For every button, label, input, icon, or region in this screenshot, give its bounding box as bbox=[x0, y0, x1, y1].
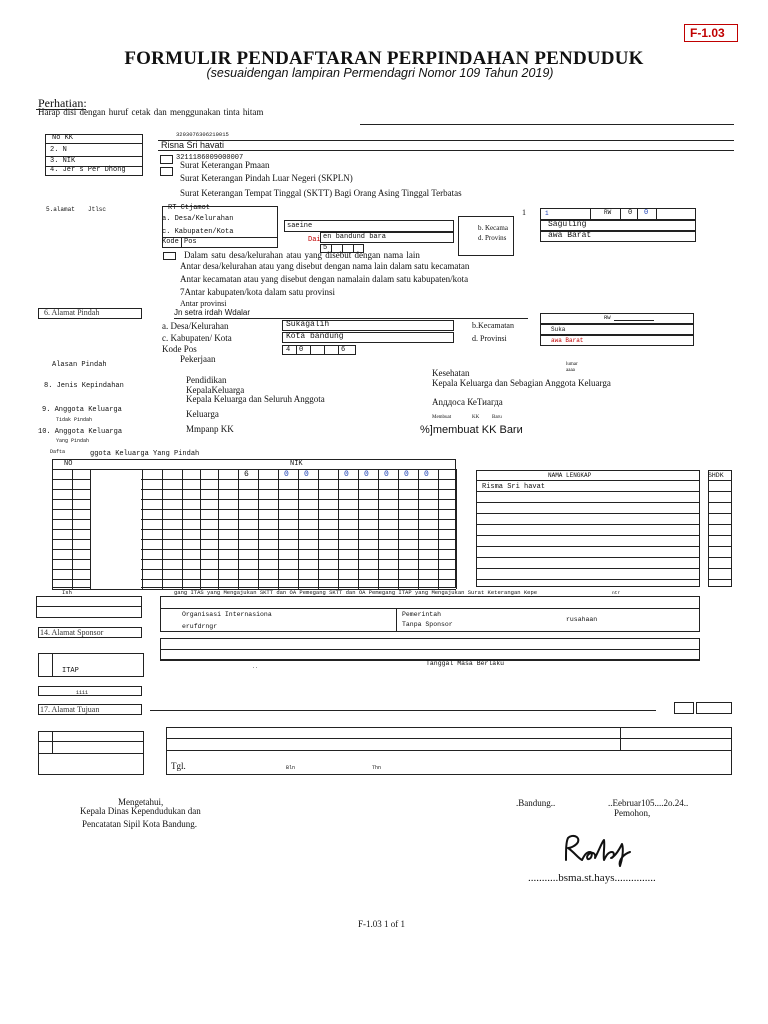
num-small: 1111 bbox=[76, 690, 89, 696]
kodepos-pindah-label: Kode Pos bbox=[162, 344, 197, 354]
grid-line bbox=[476, 480, 700, 481]
kepala-dinas-line: Kepala Dinas Kependudukan dan bbox=[80, 806, 201, 816]
checkbox[interactable] bbox=[160, 167, 173, 176]
itap-box[interactable] bbox=[38, 653, 144, 677]
tidak-pindah-small3: Baru bbox=[492, 415, 502, 420]
pencatatan-line: Pencatatan Sipil Kota Bandung. bbox=[82, 819, 197, 829]
page-subtitle: (sesuaidengan lampiran Permendagri Nomor 109 Tahun 2019) bbox=[206, 66, 554, 80]
divider bbox=[52, 653, 53, 677]
grid-line bbox=[708, 579, 732, 580]
jenis-opt2: Kepala Keluarga dan Seluruh Anggota bbox=[186, 394, 325, 404]
pemohon-label: Pemohon, bbox=[614, 808, 651, 818]
oa-label: Ish bbox=[62, 589, 72, 596]
prov-pindah-label: d. Provinsi bbox=[472, 334, 507, 343]
oa-text: gang ITAS yang Mengajukan SKTT dan OA Pemegang SKTT dan OA Pemegang ITAP yang Mengajukan Surat Keterangan Kepe bbox=[174, 589, 538, 596]
itap-label: ITAP bbox=[62, 667, 79, 675]
form-code-badge bbox=[684, 24, 738, 42]
tanggal-masa-berlaku-label: Tanggal Masa Berlaku bbox=[426, 660, 505, 667]
bln-label: Bln bbox=[286, 765, 296, 771]
divider bbox=[360, 124, 734, 125]
kab-pindah-label: c. Kabupaten/ Kota bbox=[162, 333, 232, 343]
alasan-kesehatan: Kesehatan bbox=[432, 368, 470, 378]
num-box bbox=[38, 686, 142, 696]
nik-digit: 0 bbox=[384, 470, 389, 479]
grid-line bbox=[708, 524, 732, 525]
grid-line bbox=[476, 513, 700, 514]
thn-label: Thn bbox=[372, 765, 382, 771]
divider bbox=[174, 318, 528, 319]
alamat-sponsor-label: 14. Alamat Sponsor bbox=[40, 628, 104, 637]
kec-asal-value: Saguling bbox=[548, 220, 587, 229]
divider bbox=[150, 710, 656, 711]
kodepos-pindah-d2: 0 bbox=[299, 346, 304, 354]
jenis-opt1: KepalaKeluarga bbox=[186, 385, 245, 395]
divider bbox=[38, 741, 144, 742]
klasifikasi-opt2: Antar desa/kelurahan atau yang disebut dengan nama lain dalam satu kecamatan bbox=[180, 261, 470, 271]
kodepos-pindah-d3: 6 bbox=[341, 346, 346, 354]
nama-anggota-value: Risma Sri havat bbox=[482, 483, 546, 491]
jenis-opt3: Kepala Keluarga dan Sebagian Anggota Keluarga bbox=[432, 378, 611, 388]
alamat-asal-label-box bbox=[162, 206, 278, 248]
checkbox[interactable] bbox=[163, 252, 176, 260]
merged-cell bbox=[91, 470, 141, 589]
divider bbox=[338, 345, 339, 355]
rt-rw-pindah-field[interactable] bbox=[540, 313, 694, 324]
nik-value[interactable]: 3211186009000007 bbox=[176, 154, 244, 162]
divider bbox=[637, 208, 638, 220]
col-no: NO bbox=[64, 460, 73, 468]
option-sktt: Surat Keterangan Tempat Tinggal (SKTT) Bagi Orang Asing Tinggal Terbatas bbox=[180, 188, 462, 198]
alamat-tujuan-label: 17. Alamat Tujuan bbox=[40, 705, 100, 714]
tidak-pindah-opt3: %]membuat KK Bаrи bbox=[420, 424, 523, 436]
grid-line bbox=[476, 557, 700, 558]
col-nik: NIK bbox=[290, 460, 303, 468]
alasan-note2: aaaa bbox=[566, 368, 575, 373]
desa-pindah-value: Sukagalih bbox=[286, 320, 330, 329]
kodepos-pindah-d1: 4 bbox=[286, 346, 291, 354]
kodepos-label: Kode bbox=[162, 238, 179, 246]
grid-line bbox=[708, 513, 732, 514]
no-kk-label: No KK bbox=[52, 134, 74, 142]
nik-digit: 0 bbox=[364, 470, 369, 479]
no-kk-value[interactable]: 3203076306210015 bbox=[176, 131, 229, 138]
nik-digit: 0 bbox=[344, 470, 349, 479]
form-code: F-1.03 bbox=[690, 26, 725, 40]
kec-pindah-label: b.Kecamatan bbox=[472, 321, 514, 330]
sponsor-opt2: erufdrngr bbox=[182, 623, 218, 630]
nik-digit: 6 bbox=[244, 470, 249, 479]
rt-asal-value: 1 bbox=[545, 210, 549, 217]
tujuan-box-right[interactable] bbox=[166, 727, 732, 775]
alasan-pendidikan: Pendidikan bbox=[186, 375, 227, 385]
checkbox[interactable] bbox=[160, 155, 173, 164]
divider bbox=[614, 320, 654, 321]
alamat-asal-label2: Jtlsc bbox=[88, 206, 107, 213]
divider bbox=[310, 345, 311, 355]
divider bbox=[160, 649, 700, 650]
sign-place: .Bandung.. bbox=[516, 798, 556, 808]
tidak-pindah-opt2: Mmpanp KK bbox=[186, 424, 234, 434]
kodepos-label2: Pos bbox=[184, 238, 197, 246]
daftar-text: ggota Keluarga Yang Pindah bbox=[90, 450, 200, 458]
page-footer: F-1.03 1 of 1 bbox=[358, 919, 405, 929]
sponsor-opt5: rusahaan bbox=[566, 616, 598, 623]
divider bbox=[36, 109, 86, 110]
rt-rw-asal-field[interactable] bbox=[540, 208, 696, 220]
rw-pindah-label: RW bbox=[604, 314, 611, 321]
sign-date: ..Eebruar105....2o.24.. bbox=[608, 798, 689, 808]
col-shdk: SHDK bbox=[708, 472, 724, 479]
grid-line bbox=[708, 546, 732, 547]
klasifikasi-opt5: Antar provinsi bbox=[180, 299, 227, 308]
alamat-pindah-label: 6. Alamat Pindah bbox=[44, 308, 100, 317]
tidak-pindah-small1: Membuat bbox=[432, 415, 452, 420]
divider bbox=[620, 208, 621, 220]
prov-asal-label: d. Provins bbox=[478, 234, 507, 242]
divider bbox=[158, 150, 734, 151]
anggota-pindah-sub: Yang Pindah bbox=[56, 438, 90, 444]
divider bbox=[396, 608, 397, 632]
divider bbox=[324, 345, 325, 355]
sponsor-opt1: Organisasi Internasiona bbox=[182, 611, 272, 618]
desa-asal-value: saeine bbox=[287, 222, 313, 230]
jenis-opt4: Anддоса КеТиагда bbox=[432, 397, 503, 407]
alamat-asal-label: 5.alamat bbox=[46, 206, 75, 213]
nik-digit: 0 bbox=[424, 470, 429, 479]
desa-label: a. Desa/Kelurahan bbox=[162, 215, 234, 223]
divider bbox=[166, 750, 732, 751]
kec-pindah-value: Suka bbox=[551, 326, 566, 333]
klasifikasi-opt1: Dalam satu desa/kelurahan atau yang disebut dengan nama lain bbox=[184, 250, 420, 260]
applicant-name-signature: ...........bsma.st.hays............... bbox=[528, 872, 656, 884]
grid-line bbox=[476, 579, 700, 580]
number-mark: 1 bbox=[522, 208, 526, 217]
divider bbox=[38, 753, 144, 754]
notice-text: Harap disi dengan huruf cetak dan menggunakan tinta hitam bbox=[38, 107, 264, 117]
kec-asal-label: b. Kecama bbox=[478, 224, 508, 232]
nama-label: 2. N bbox=[50, 146, 67, 154]
signature-image bbox=[560, 830, 636, 870]
sponsor-opt4: Tanpa Sponsor bbox=[402, 621, 453, 628]
oa-box[interactable] bbox=[36, 596, 142, 618]
nama-value[interactable]: Risna Sri havati bbox=[161, 140, 225, 150]
oa-small: ntr bbox=[612, 591, 621, 596]
grid-line bbox=[708, 491, 732, 492]
shdk-table bbox=[708, 470, 732, 587]
alasan-note: lumar bbox=[566, 362, 578, 367]
divider bbox=[620, 727, 621, 750]
col-nama: NAMA LENGKAP bbox=[548, 472, 592, 479]
prov-pindah-value: awa Barat bbox=[551, 337, 584, 344]
anggota-pindah-label: 10. Anggota Keluarga bbox=[38, 428, 123, 436]
grid-line bbox=[456, 469, 457, 589]
jenis-permohonan-label: 4. Jer s Per Dhong bbox=[50, 166, 126, 174]
nik-digit: 0 bbox=[284, 470, 289, 479]
grid-line bbox=[476, 568, 700, 569]
rw-label: RW bbox=[604, 209, 612, 216]
grid-line bbox=[476, 524, 700, 525]
nik-digit: 0 bbox=[304, 470, 309, 479]
grid-line bbox=[476, 535, 700, 536]
divider bbox=[590, 208, 591, 220]
klasifikasi-opt3: Antar kecamatan atau yang disebut dengan namalain dalam satu kabupaten/kota bbox=[180, 274, 469, 284]
kab-pindah-value: Kota bandung bbox=[286, 332, 344, 341]
small-box[interactable] bbox=[674, 702, 694, 714]
divider bbox=[45, 143, 143, 144]
small-box[interactable] bbox=[696, 702, 732, 714]
klasifikasi-opt6: Jn setra irdah Wdalar bbox=[174, 308, 251, 317]
divider bbox=[656, 208, 657, 220]
tidak-pindah-opt1: Keluarga bbox=[186, 409, 219, 419]
kab-asal-prefix: Dai bbox=[308, 236, 321, 244]
grid-line bbox=[708, 557, 732, 558]
nik-label: 3. NIK bbox=[50, 157, 76, 165]
divider bbox=[160, 608, 700, 609]
sponsor-opt3: Pemerintah bbox=[402, 611, 442, 618]
kab-asal-value: en bandund bara bbox=[323, 233, 387, 241]
alasan-label: Alasan Pindah bbox=[52, 361, 107, 369]
tidak-pindah-small2: KK bbox=[472, 415, 480, 420]
divider bbox=[162, 237, 278, 238]
desa-pindah-label: a. Desa/Kelurahan bbox=[162, 321, 229, 331]
prov-asal-value: awa Barat bbox=[548, 231, 592, 240]
divider bbox=[52, 731, 53, 753]
option-skpln: Surat Keterangan Pindah Luar Negeri (SKPLN) bbox=[180, 173, 353, 183]
jenis-kepindahan-label: 8. Jenis Kepindahan bbox=[44, 382, 124, 390]
grid-line bbox=[476, 502, 700, 503]
rw-asal-value: 0 bbox=[628, 209, 633, 217]
divider bbox=[181, 237, 182, 248]
divider bbox=[296, 345, 297, 355]
grid-line bbox=[708, 480, 732, 481]
divider bbox=[36, 606, 142, 607]
page-title: FORMULIR PENDAFTARAN PERPINDAHAN PENDUDUK bbox=[124, 48, 644, 69]
daftar-label: Dafta bbox=[50, 449, 66, 455]
grid-line bbox=[708, 535, 732, 536]
rw-asal-value2: 0 bbox=[644, 209, 649, 217]
anggota-tidak-pindah-label: 9. Anggota Keluarga bbox=[42, 406, 122, 414]
rt-label: RT Ctjamot bbox=[168, 204, 211, 212]
klasifikasi-opt4: 7Antar kabupaten/kota dalam satu provinsi bbox=[180, 287, 335, 297]
grid-line bbox=[708, 502, 732, 503]
divider bbox=[166, 738, 732, 739]
tgl-label: Tgl. bbox=[171, 761, 186, 771]
option-surat-keterangan-pindah: Surat Keterangan Pmaan bbox=[180, 160, 270, 170]
mengetahui: Mengetahui, bbox=[118, 797, 164, 807]
kodepos-asal-digit: 5 bbox=[323, 244, 328, 252]
alasan-pekerjaan: Pekerjaan bbox=[180, 354, 216, 364]
anggota-tidak-pindah-sub: Tidak Pindah bbox=[56, 417, 93, 423]
divider bbox=[158, 140, 734, 141]
notice-heading: Perhatian: bbox=[38, 96, 87, 110]
kab-label: c. Kabupaten/Kota bbox=[162, 228, 234, 236]
nik-digit: 0 bbox=[404, 470, 409, 479]
small-dots: .. bbox=[252, 664, 259, 670]
grid-line bbox=[476, 491, 700, 492]
grid-line bbox=[708, 568, 732, 569]
grid-line bbox=[476, 546, 700, 547]
